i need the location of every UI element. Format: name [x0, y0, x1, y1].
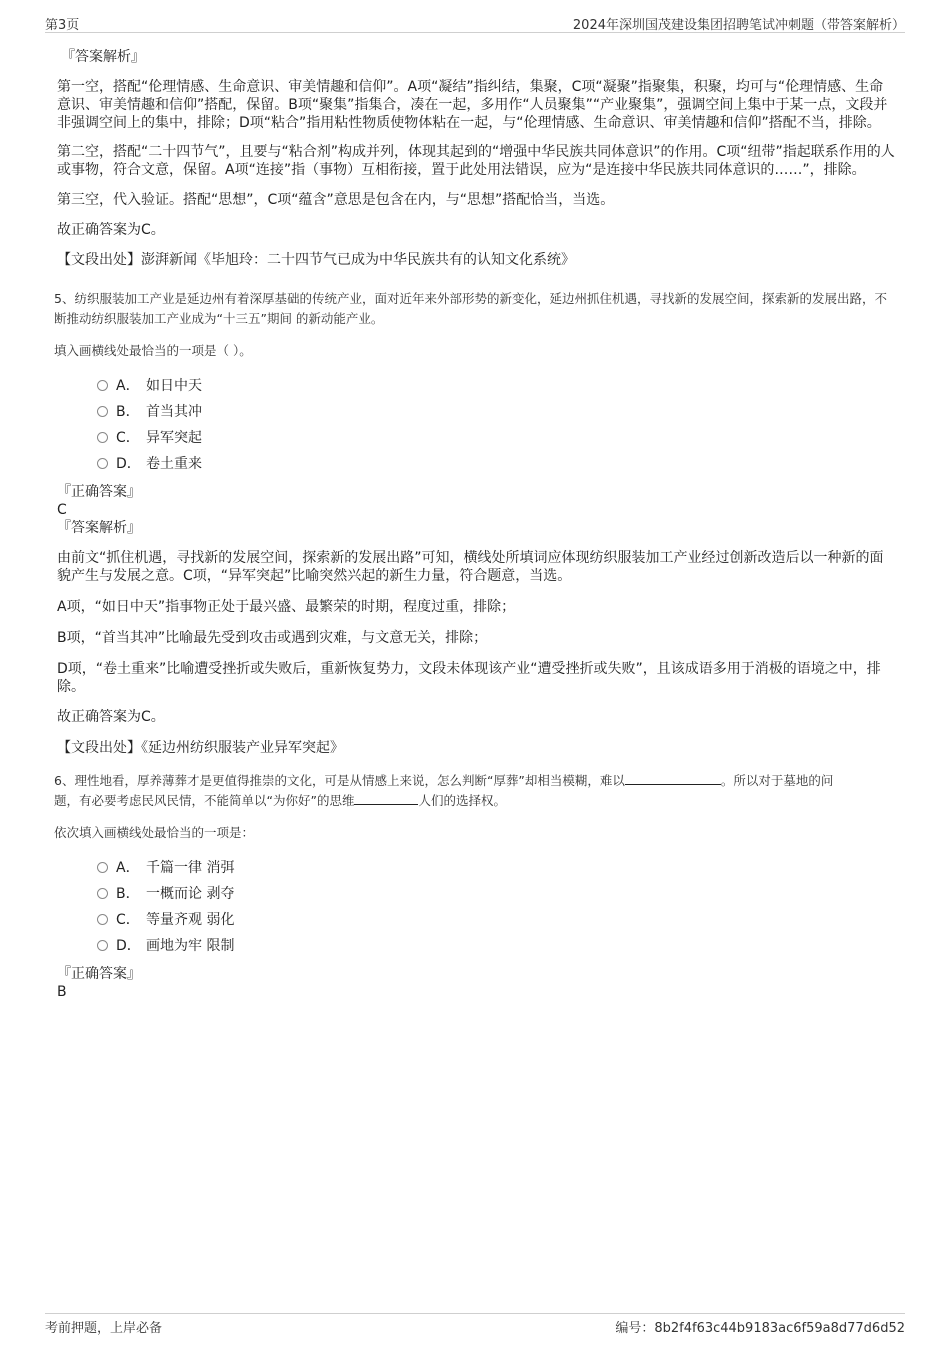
q5-analysis-para-1: 由前文“抓住机遇，寻找新的发展空间，探索新的发展出路”可知，横线处所填词应体现纺织服装加工产业经过创新改造后以一种新的面貌产生与发展之意。C项，“异军突起”比喻突然兴起的新生力量，符合题意，当选。 [57, 550, 884, 584]
q6-answer-label: 『正确答案』 [57, 966, 141, 982]
page-content [54, 48, 897, 1001]
option-c[interactable]: C． 等量齐观 弱化 [97, 907, 897, 933]
document-title: 2024年深圳国茂建设集团招聘笔试冲刺题（带答案解析） [572, 18, 905, 33]
radio-c[interactable] [97, 432, 108, 443]
q6-instruction: 依次填入画横线处最恰当的一项是： [54, 825, 255, 840]
radio-a[interactable] [97, 862, 108, 873]
radio-a[interactable] [97, 380, 108, 391]
q5-analysis-para-4: D项，“卷土重来”比喻遭受挫折或失败后，重新恢复势力，文段未体现该产业“遭受挫折或失败”，且该成语多用于消极的语境之中，排除。 [57, 661, 881, 695]
blank-2 [354, 792, 418, 805]
option-d[interactable]: D． 画地为牢 限制 [97, 933, 897, 959]
q5-answer: C [57, 502, 67, 518]
blank-1 [625, 772, 721, 785]
page-header [45, 12, 905, 33]
q6-stem: 6、理性地看，厚养薄葬才是更值得推崇的文化，可是从情感上来说，怎么判断“厚葬”却相当模糊，难以 。所以对于墓地的问 题，有必要考虑民风民情，不能简单以“为你好”的思维 人们的选择权。 [54, 773, 834, 808]
q5-analysis-para-3: B项，“首当其冲”比喻最先受到攻击或遇到灾难，与文意无关，排除； [57, 630, 488, 646]
q4-analysis-label: 『答案解析』 [61, 49, 145, 65]
q5-source: 【文段出处】《延边州纺织服装产业异军突起》 [57, 740, 344, 756]
document-id: 编号：8b2f4f63c44b9183ac6f59a8d77d6d52 [615, 1321, 905, 1336]
q4-source: 【文段出处】澎湃新闻《毕旭玲：二十四节气已成为中华民族共有的认知文化系统》 [57, 252, 575, 268]
option-b[interactable]: B． 一概而论 剥夺 [97, 881, 897, 907]
q6-answer: B [57, 984, 67, 1000]
radio-d[interactable] [97, 458, 108, 469]
q4-analysis-para-2: 第二空，搭配“二十四节气”，且要与“粘合剂”构成并列，体现其起到的“增强中华民族共同体意识”的作用。C项“纽带”指起联系作用的人或事物，符合文意，保留。A项“连接”指（事物）互相衔接，置于此处用法错误，应为“是连接中华民族共同体意识的……”，排除。 [57, 144, 895, 178]
q5-instruction: 填入画横线处最恰当的一项是（ ）。 [54, 343, 252, 358]
radio-b[interactable] [97, 888, 108, 899]
page-number: 第3页 [45, 18, 80, 33]
option-b[interactable]: B． 首当其冲 [97, 399, 897, 425]
radio-c[interactable] [97, 914, 108, 925]
option-d[interactable]: D． 卷土重来 [97, 451, 897, 477]
q5-stem: 5、纺织服装加工产业是延边州有着深厚基础的传统产业，面对近年来外部形势的新变化，延边州抓住机遇，寻找新的发展空间，探索新的发展出路，不断推动纺织服装加工产业成为“十三五”期间 的新动能产业。 [54, 291, 887, 326]
option-a[interactable]: A． 如日中天 [97, 373, 897, 399]
q6-options [57, 855, 897, 959]
option-a[interactable]: A． 千篇一律 消弭 [97, 855, 897, 881]
q4-analysis-para-1: 第一空，搭配“伦理情感、生命意识、审美情趣和信仰”。A项“凝结”指纠结，集聚，C项“凝聚”指聚集，积聚，均可与“伦理情感、生命意识、审美情趣和信仰”搭配，保留。B项“聚集”指集合，凑在一起，多用作“人员聚集”“产业聚集”，强调空间上集中于某一点，文段并非强调空间上的集中，排除；D项“粘合”指用粘性物质使物体粘在一起，与“伦理情感、生命意识、审美情趣和信仰”搭配不当，排除。 [57, 79, 888, 131]
q5-analysis-label: 『答案解析』 [57, 520, 141, 536]
radio-d[interactable] [97, 940, 108, 951]
q5-options [57, 373, 897, 477]
q4-analysis-para-3: 第三空，代入验证。搭配“思想”，C项“蕴含”意思是包含在内，与“思想”搭配恰当，当选。 [57, 192, 615, 208]
q5-conclusion: 故正确答案为C。 [57, 709, 165, 725]
q5-analysis-para-2: A项，“如日中天”指事物正处于最兴盛、最繁荣的时期，程度过重，排除； [57, 599, 516, 615]
footer-slogan: 考前押题，上岸必备 [45, 1321, 163, 1336]
option-c[interactable]: C． 异军突起 [97, 425, 897, 451]
q4-conclusion: 故正确答案为C。 [57, 222, 165, 238]
q5-answer-label: 『正确答案』 [57, 484, 141, 500]
radio-b[interactable] [97, 406, 108, 417]
page-footer [45, 1313, 905, 1336]
